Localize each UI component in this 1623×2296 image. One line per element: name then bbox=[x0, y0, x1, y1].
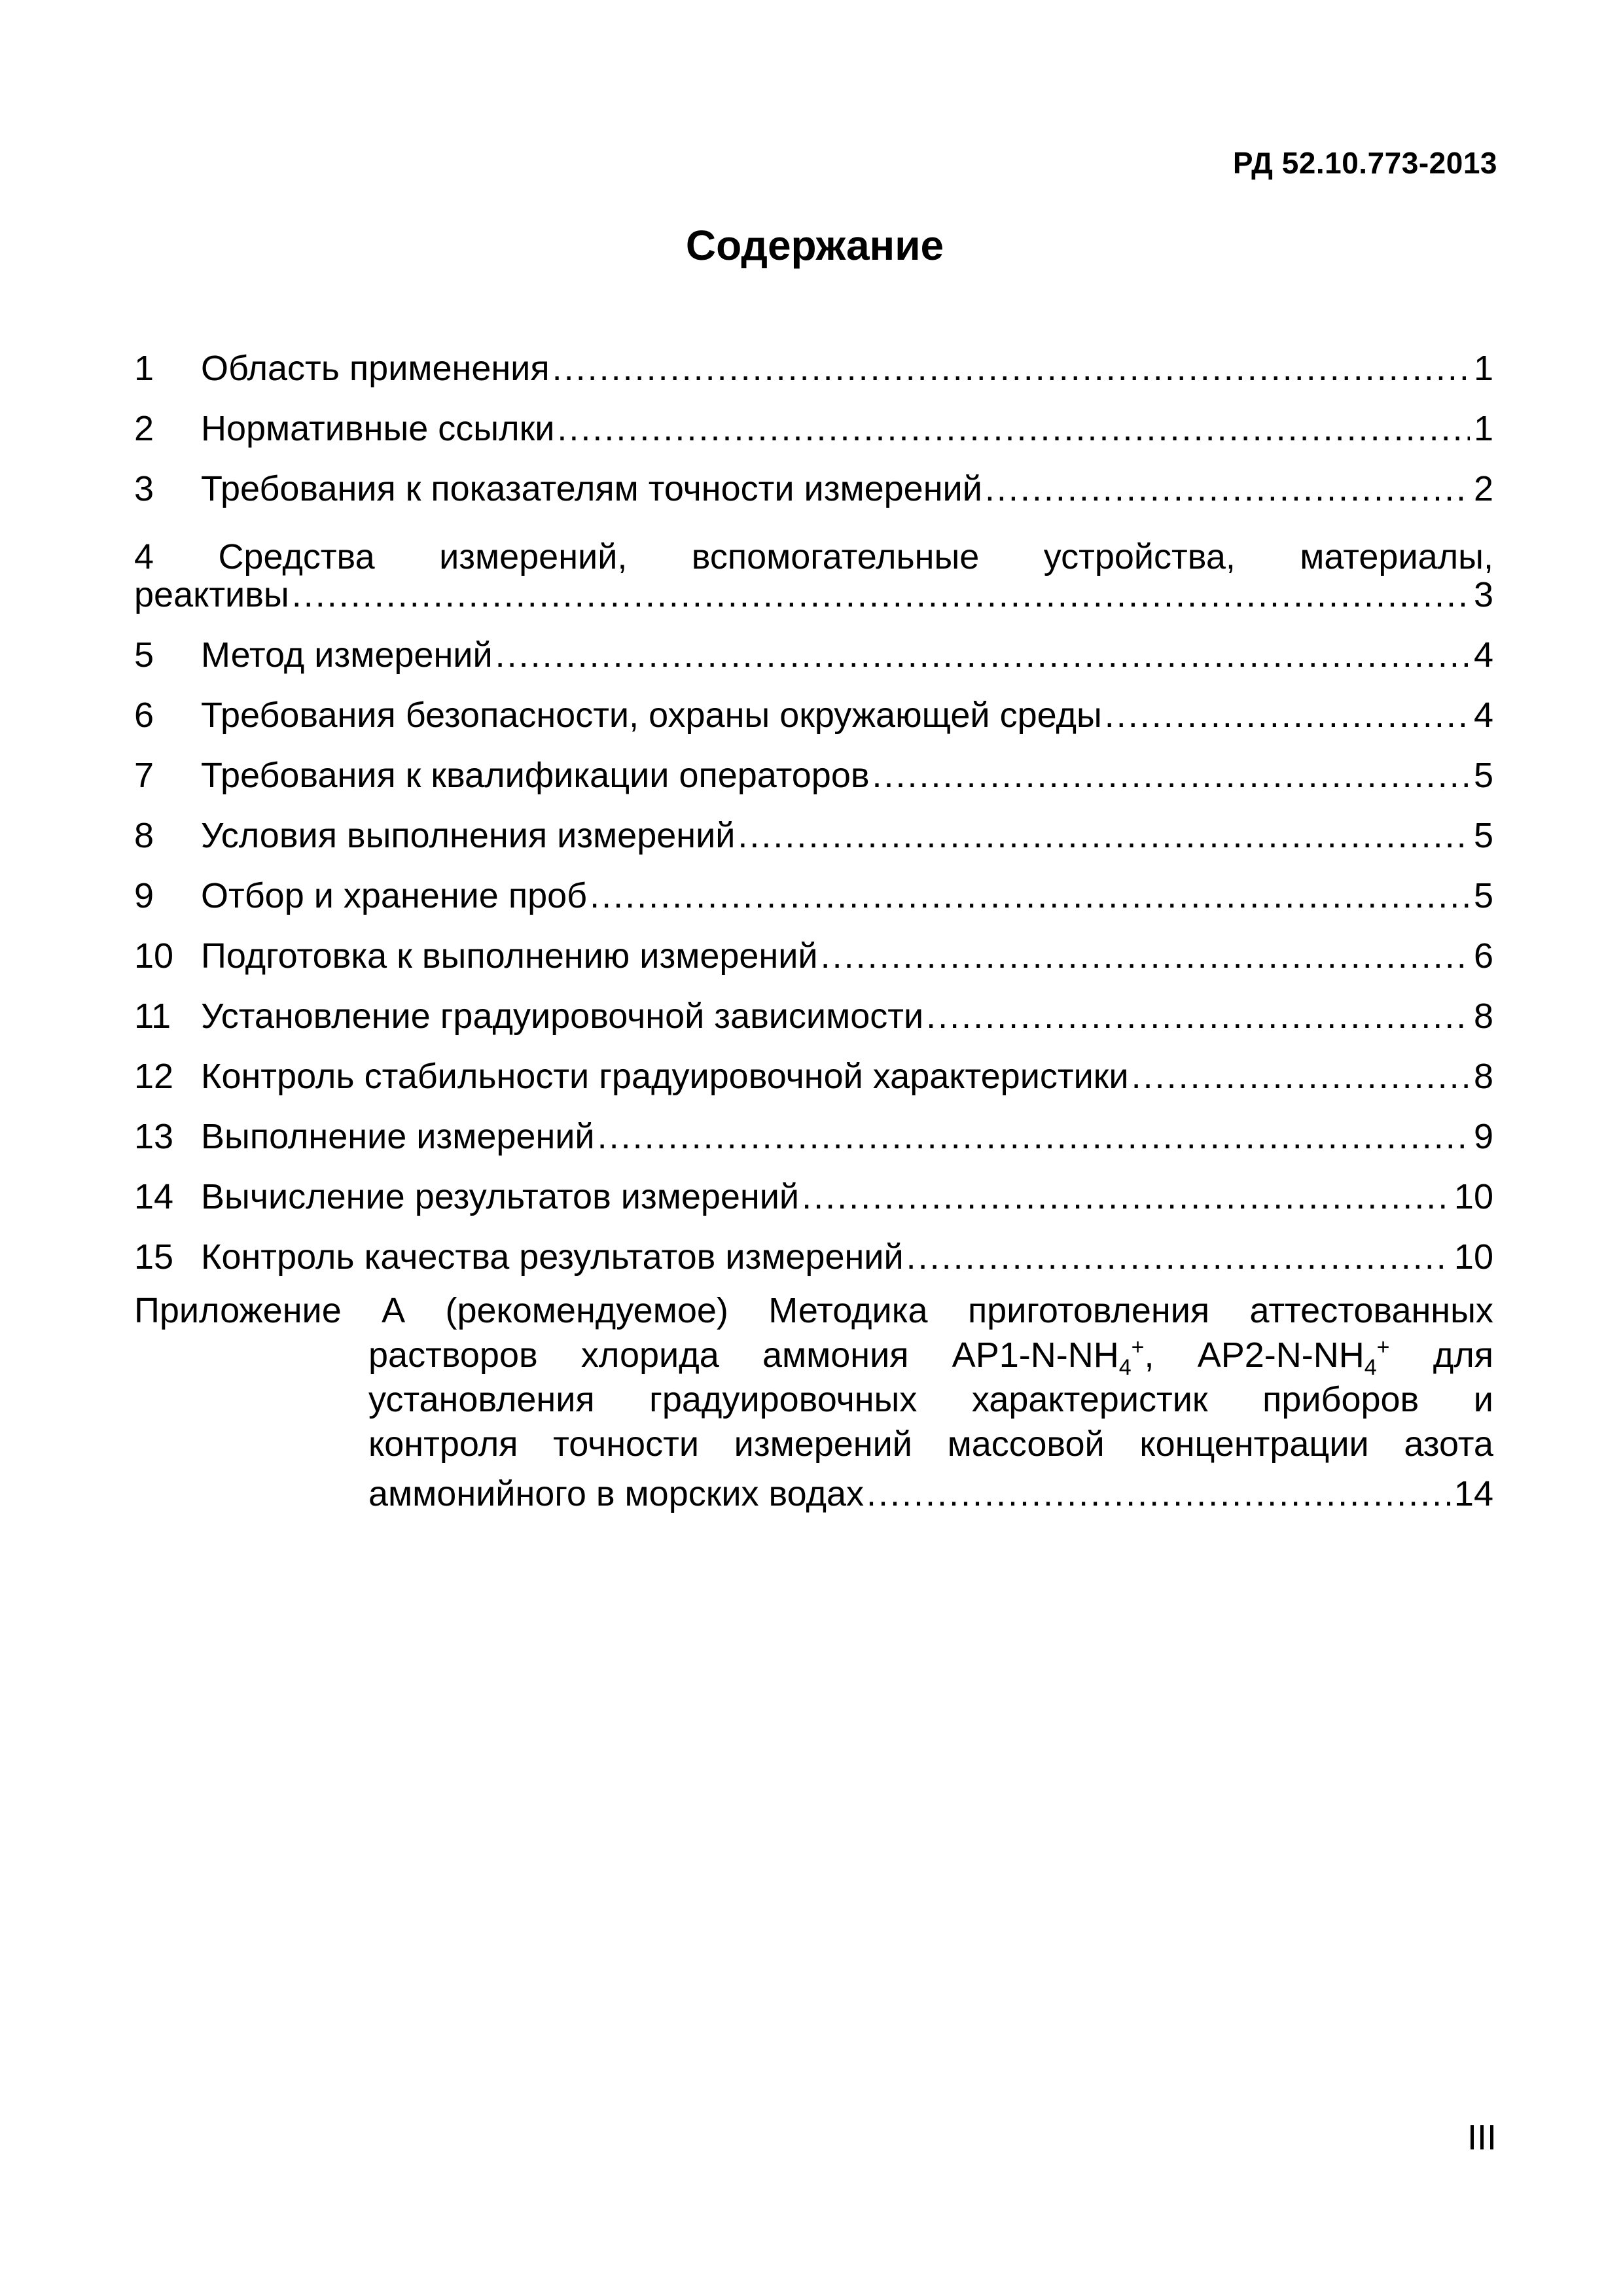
toc-entry-word: вспомогательные bbox=[691, 537, 980, 576]
toc-entry-number: 1 bbox=[134, 349, 154, 388]
toc-entry-2[interactable] bbox=[134, 400, 1493, 446]
toc-appendix-a-line3[interactable] bbox=[368, 1382, 1493, 1417]
toc-entry-title: аммонийного в морских водах bbox=[368, 1474, 865, 1513]
toc-leader-dots bbox=[495, 637, 1470, 673]
toc-entry-number: 9 bbox=[134, 876, 154, 915]
toc-entry-word: Средства bbox=[218, 537, 375, 576]
toc-entry-number: 4 bbox=[134, 537, 154, 576]
toc-entry-title: Условия выполнения измерений bbox=[201, 816, 736, 855]
toc-entry-word: устройства, bbox=[1043, 537, 1236, 576]
toc-entry-page: 5 bbox=[1473, 756, 1493, 795]
toc-appendix-a-line5[interactable] bbox=[368, 1466, 1493, 1511]
toc-appendix-word: хлорида bbox=[580, 1335, 719, 1375]
toc-entry-page: 14 bbox=[1454, 1474, 1493, 1513]
toc-entry-page: 5 bbox=[1473, 816, 1493, 855]
toc-entry-title: Контроль качества результатов измерений bbox=[201, 1237, 904, 1277]
toc-entry-3[interactable] bbox=[134, 461, 1493, 506]
toc-entry-page: 4 bbox=[1473, 696, 1493, 735]
toc-appendix-word: приготовления bbox=[967, 1291, 1210, 1330]
toc-appendix-word: градуировочных bbox=[649, 1380, 918, 1419]
toc-leader-dots bbox=[872, 758, 1470, 793]
toc-entry-10[interactable] bbox=[134, 928, 1493, 974]
toc-entry-page: 10 bbox=[1454, 1237, 1493, 1277]
toc-leader-dots bbox=[802, 1179, 1450, 1214]
toc-leader-dots bbox=[985, 471, 1470, 506]
toc-entry-page: 9 bbox=[1473, 1117, 1493, 1156]
toc-entry-4-line2[interactable] bbox=[134, 567, 1493, 612]
toc-appendix-word: А bbox=[382, 1291, 406, 1330]
toc-entry-page: 10 bbox=[1454, 1177, 1493, 1216]
toc-entry-8[interactable] bbox=[134, 807, 1493, 853]
toc-entry-title: Требования к квалификации операторов bbox=[201, 756, 870, 795]
toc-entry-number: 7 bbox=[134, 756, 154, 795]
page-number: III bbox=[1467, 2118, 1497, 2157]
toc-entry-title: Область применения bbox=[201, 349, 550, 388]
toc-appendix-word: массовой bbox=[947, 1424, 1105, 1464]
toc-appendix-word: аттестованных bbox=[1249, 1291, 1493, 1330]
toc-leader-dots bbox=[1132, 1059, 1470, 1094]
toc-entry-number: 13 bbox=[134, 1117, 174, 1156]
toc-entry-6[interactable] bbox=[134, 687, 1493, 733]
toc-leader-dots bbox=[292, 577, 1470, 612]
toc-appendix-word: характеристик bbox=[971, 1380, 1208, 1419]
toc-appendix-word: Методика bbox=[768, 1291, 928, 1330]
toc-entry-number: 3 bbox=[134, 469, 154, 508]
toc-appendix-word: Приложение bbox=[134, 1291, 342, 1330]
toc-entry-5[interactable] bbox=[134, 627, 1493, 673]
toc-leader-dots bbox=[590, 878, 1470, 913]
toc-leader-dots bbox=[1105, 698, 1470, 733]
toc-entry-title: Выполнение измерений bbox=[201, 1117, 595, 1156]
solution-ap1-formula: $АР1-N-NH_4^+$, bbox=[952, 1335, 1154, 1380]
toc-appendix-word: (рекомендуемое) bbox=[445, 1291, 728, 1330]
toc-leader-dots bbox=[597, 1119, 1470, 1154]
toc-appendix-word: точности bbox=[553, 1424, 699, 1464]
toc-entry-title: реактивы bbox=[134, 575, 289, 614]
toc-appendix-word: концентрации bbox=[1139, 1424, 1369, 1464]
toc-entry-title: Контроль стабильности градуировочной характеристики bbox=[201, 1057, 1129, 1096]
toc-entry-title: Требования к показателям точности измерений bbox=[201, 469, 982, 508]
toc-entry-1[interactable] bbox=[134, 340, 1493, 386]
toc-entry-page: 6 bbox=[1473, 936, 1493, 976]
toc-entry-11[interactable] bbox=[134, 988, 1493, 1034]
toc-leader-dots bbox=[866, 1476, 1450, 1511]
toc-entry-word: материалы, bbox=[1300, 537, 1493, 576]
toc-entry-9[interactable] bbox=[134, 868, 1493, 913]
toc-appendix-a-line2[interactable] bbox=[368, 1335, 1493, 1380]
toc-entry-page: 2 bbox=[1473, 469, 1493, 508]
solution-ap2-formula: $АР2-N-NH_4^+$ bbox=[1197, 1335, 1390, 1380]
document-code: РД 52.10.773-2013 bbox=[1232, 146, 1497, 180]
toc-entry-title: Установление градуировочной зависимости bbox=[201, 997, 924, 1036]
toc-appendix-word: азота bbox=[1404, 1424, 1493, 1464]
toc-appendix-word: измерений bbox=[734, 1424, 912, 1464]
toc-entry-word: измерений, bbox=[439, 537, 628, 576]
toc-entry-title: Отбор и хранение проб bbox=[201, 876, 588, 915]
toc-appendix-word: растворов bbox=[368, 1335, 538, 1375]
toc-entry-title: Вычисление результатов измерений bbox=[201, 1177, 800, 1216]
toc-entry-page: 5 bbox=[1473, 876, 1493, 915]
toc-appendix-word: контроля bbox=[368, 1424, 518, 1464]
toc-entry-number: 14 bbox=[134, 1177, 174, 1216]
toc-leader-dots bbox=[926, 998, 1470, 1034]
toc-entry-12[interactable] bbox=[134, 1048, 1493, 1094]
toc-entry-title: Нормативные ссылки bbox=[201, 409, 555, 448]
toc-appendix-word: приборов bbox=[1262, 1380, 1419, 1419]
toc-leader-dots bbox=[552, 351, 1470, 386]
toc-entry-number: 12 bbox=[134, 1057, 174, 1096]
toc-entry-page: 8 bbox=[1473, 997, 1493, 1036]
toc-title: Содержание bbox=[685, 222, 944, 269]
toc-entry-15[interactable] bbox=[134, 1229, 1493, 1275]
toc-entry-number: 6 bbox=[134, 696, 154, 735]
toc-entry-number: 11 bbox=[134, 997, 171, 1036]
toc-appendix-word: установления bbox=[368, 1380, 595, 1419]
toc-entry-13[interactable] bbox=[134, 1108, 1493, 1154]
toc-entry-7[interactable] bbox=[134, 747, 1493, 793]
toc-entry-14[interactable] bbox=[134, 1169, 1493, 1214]
toc-appendix-word: аммония bbox=[762, 1335, 909, 1375]
toc-appendix-word: и bbox=[1473, 1380, 1493, 1419]
toc-appendix-word: для bbox=[1433, 1335, 1493, 1375]
toc-entry-page: 1 bbox=[1473, 349, 1493, 388]
toc-entry-number: 15 bbox=[134, 1237, 174, 1277]
toc-leader-dots bbox=[557, 411, 1470, 446]
toc-entry-page: 8 bbox=[1473, 1057, 1493, 1096]
toc-leader-dots bbox=[738, 818, 1470, 853]
toc-entry-page: 4 bbox=[1473, 635, 1493, 675]
toc-entry-page: 3 bbox=[1473, 575, 1493, 614]
toc-entry-number: 2 bbox=[134, 409, 154, 448]
toc-leader-dots bbox=[821, 938, 1470, 974]
toc-entry-title: Требования безопасности, охраны окружающей среды bbox=[201, 696, 1102, 735]
toc-appendix-a-line4[interactable] bbox=[368, 1426, 1493, 1462]
toc-entry-title: Подготовка к выполнению измерений bbox=[201, 936, 818, 976]
toc-entry-number: 10 bbox=[134, 936, 174, 976]
toc-entry-title: Метод измерений bbox=[201, 635, 493, 675]
toc-leader-dots bbox=[906, 1239, 1450, 1275]
toc-entry-number: 5 bbox=[134, 635, 154, 675]
toc-entry-number: 8 bbox=[134, 816, 154, 855]
toc-entry-page: 1 bbox=[1473, 409, 1493, 448]
toc-appendix-a-line1[interactable] bbox=[134, 1293, 1493, 1328]
